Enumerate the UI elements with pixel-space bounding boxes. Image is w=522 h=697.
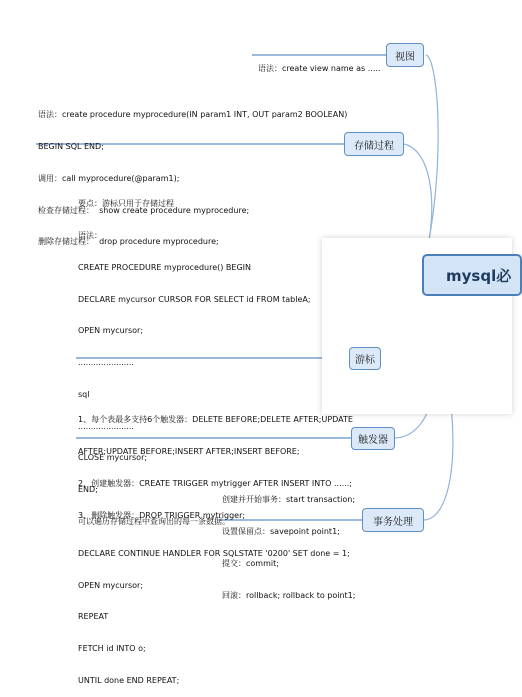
note-line: 回滚：rollback; rollback to point1; bbox=[222, 590, 356, 600]
note-line: REPEAT bbox=[78, 612, 109, 622]
branch-node-view[interactable]: 视图 bbox=[386, 43, 424, 67]
note-line: ...................... bbox=[78, 421, 134, 431]
note-line: sql bbox=[78, 389, 90, 399]
note-line: 删除存储过程： drop procedure myprocedure; bbox=[38, 237, 219, 247]
note-line: OPEN mycursor; bbox=[78, 326, 144, 336]
note-line: DECLARE mycursor CURSOR FOR SELECT id FROM tableA; bbox=[78, 294, 311, 304]
note-line: 检查存储过程： show create procedure myprocedure; bbox=[38, 205, 250, 215]
root-node[interactable]: mysql必 bbox=[422, 254, 522, 296]
note-line: 要点：游标只用于存储过程 bbox=[78, 199, 174, 209]
note-line: 1、每个表最多支持6个触发器：DELETE BEFORE;DELETE AFTER;UPDATE bbox=[78, 415, 353, 425]
branch-node-trigger[interactable]: 触发器 bbox=[351, 427, 395, 450]
note-line: 提交：commit; bbox=[222, 558, 279, 568]
note-line: ...................... bbox=[78, 358, 134, 368]
note-line: DECLARE CONTINUE HANDLER FOR SQLSTATE '0200' SET done = 1; bbox=[78, 548, 350, 558]
note-line: 3、删除触发器：DROP TRIGGER mytrigger; bbox=[78, 510, 246, 520]
note-line: CLOSE mycursor; bbox=[78, 453, 148, 463]
note-line: 创建并开始事务：start transaction; bbox=[222, 495, 356, 505]
connector-view bbox=[424, 55, 438, 262]
note-line: 2、创建触发器：CREATE TRIGGER mytrigger AFTER INSERT INTO ......; bbox=[78, 478, 352, 488]
branch-node-proc[interactable]: 存储过程 bbox=[344, 132, 404, 156]
note-line: FETCH id INTO o; bbox=[78, 644, 146, 654]
note-block-view bbox=[258, 43, 380, 85]
note-line: UNTIL done END REPEAT; bbox=[78, 675, 180, 685]
note-line: END; bbox=[78, 485, 98, 495]
note-line: BEGIN SQL END; bbox=[38, 141, 104, 151]
note-line: OPEN mycursor; bbox=[78, 580, 144, 590]
note-line: AFTER;UPDATE BEFORE;INSERT AFTER;INSERT BEFORE; bbox=[78, 446, 300, 456]
note-line: 可以遍历存储过程中查询出的每一条数据。 bbox=[78, 517, 230, 526]
branch-node-txn[interactable]: 事务处理 bbox=[362, 508, 424, 532]
note-line: 设置保留点：savepoint point1; bbox=[222, 526, 340, 536]
note-block-txn bbox=[222, 474, 355, 612]
note-line: CREATE PROCEDURE myprocedure() BEGIN bbox=[78, 262, 252, 272]
note-line: 语法：create procedure myprocedure(IN param1 INT, OUT param2 BOOLEAN) bbox=[38, 110, 348, 120]
note-line: 语法： bbox=[78, 230, 102, 240]
note-line: 调用：call myprocedure(@param1); bbox=[38, 173, 180, 183]
branch-node-cursor[interactable]: 游标 bbox=[349, 347, 381, 370]
note-line: 语法：create view name as ..... bbox=[258, 64, 381, 74]
